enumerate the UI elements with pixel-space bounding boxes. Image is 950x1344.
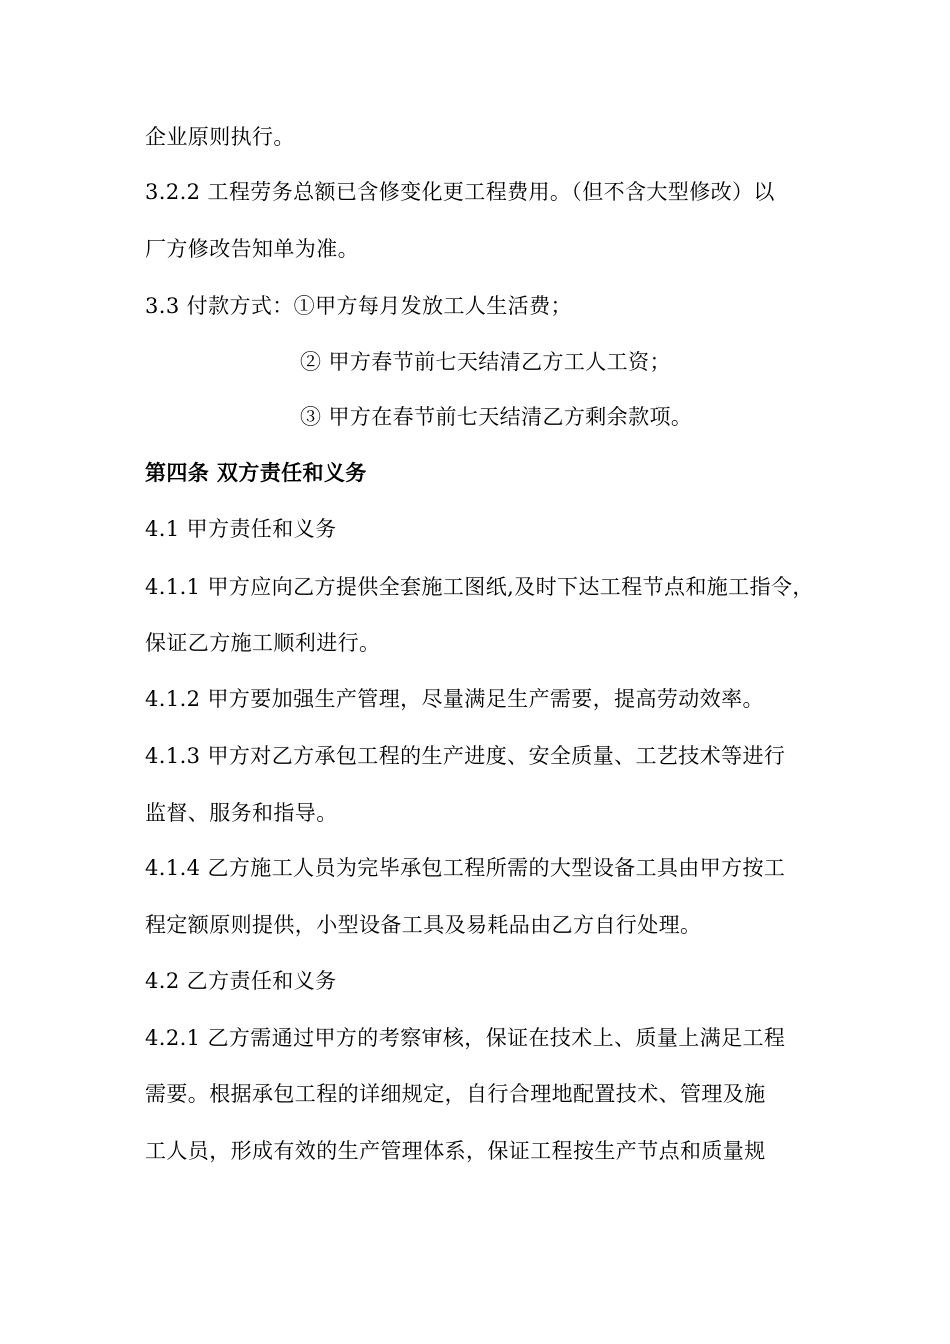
text-line: 保证乙方施工顺利进行。 [145, 631, 381, 655]
text-line: ② 甲方春节前七天结清乙方工人工资； [300, 350, 671, 374]
text-line: 厂方修改告知单为准。 [145, 237, 359, 261]
text-line: 工人员，形成有效的生产管理体系，保证工程按生产节点和质量规 [145, 1139, 766, 1163]
subsection-heading: 4.2 乙方责任和义务 [145, 969, 337, 993]
text-line: 3.2.2 工程劳务总额已含修变化更工程费用。（但不含大型修改）以 [145, 180, 775, 204]
text-line: 4.1.2 甲方要加强生产管理，尽量满足生产需要，提高劳动效率。 [145, 687, 764, 711]
text-line: 4.1.4 乙方施工人员为完毕承包工程所需的大型设备工具由甲方按工 [145, 856, 786, 880]
subsection-heading: 4.1 甲方责任和义务 [145, 517, 337, 541]
text-line: 4.1.3 甲方对乙方承包工程的生产进度、安全质量、工艺技术等进行 [145, 744, 786, 768]
text-line: 需要。根据承包工程的详细规定，自行合理地配置技术、管理及施 [145, 1082, 766, 1106]
text-line: 程定额原则提供，小型设备工具及易耗品由乙方自行处理。 [145, 913, 702, 937]
text-line: 3.3 付款方式：①甲方每月发放工人生活费； [145, 294, 572, 318]
text-line: 4.1.1 甲方应向乙方提供全套施工图纸,及时下达工程节点和施工指令， [145, 575, 814, 599]
text-line: 监督、服务和指导。 [145, 801, 338, 825]
text-line: 4.2.1 乙方需通过甲方的考察审核，保证在技术上、质量上满足工程 [145, 1026, 786, 1050]
text-line: 企业原则执行。 [145, 125, 295, 149]
text-line: ③ 甲方在春节前七天结清乙方剩余款项。 [300, 405, 693, 429]
section-heading: 第四条 双方责任和义务 [145, 460, 367, 485]
